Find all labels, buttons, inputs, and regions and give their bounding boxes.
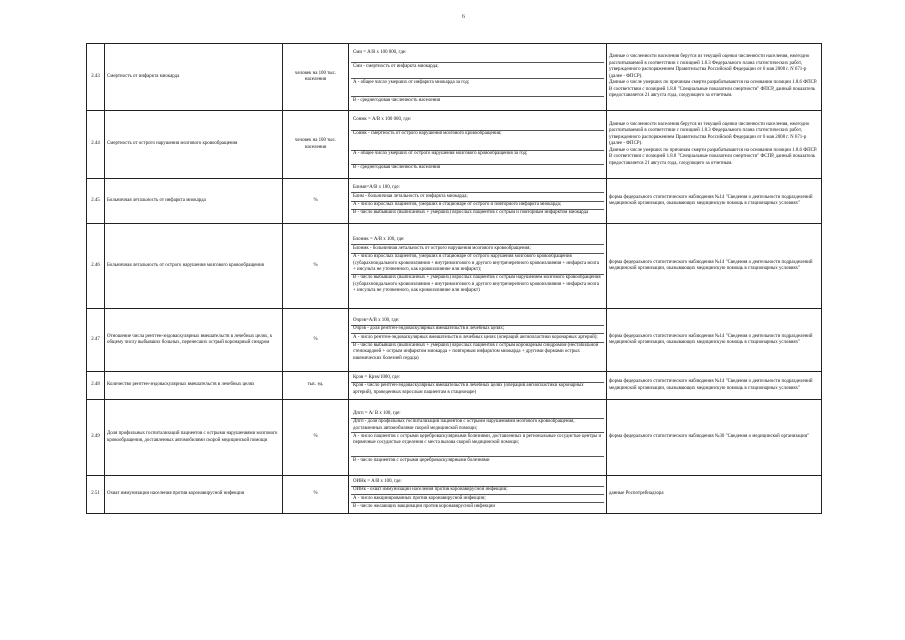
unit-of-measure: %	[283, 400, 349, 476]
formula-line: А - число пациентов с острыми цереброваскулярными болезнями, доставленных в региональные сосудистые центры и первичные сосудистые отделения с места вызова скорой медицинской помощи;	[351, 433, 604, 457]
formula-line: В - число желающих вакцинации против коронавирусной инфекции	[353, 503, 495, 509]
formula-line: Сми - смертность от инфаркта миокарда;	[351, 63, 604, 79]
table-row	[87, 179, 822, 224]
source-paragraph: форма федерального статистического наблюдения №14 "Сведения о деятельности подразделений медицинской организации, оказывающих медицинскую помощь в стационарных условиях"	[609, 194, 813, 206]
formula-line: В - число выбывших (выписанных + умерших) взрослых пациентов с острым нарушением мозгового кровообращения (субарахноидального кровоизлияния + внутримозгового и другого внутричерепного кровоизлияния + инфаркта мозга + инсульта не уточненного, как кровоизлияние или инфаркт)	[353, 275, 601, 294]
source-cell	[607, 179, 822, 224]
indicator-name: Смертность от инфаркта миокарда	[105, 44, 283, 111]
formula-cell	[349, 476, 607, 514]
unit-of-measure: тыс. ед.	[283, 372, 349, 400]
formula-line: А - число рентген-эндоваскулярных вмешательств в лечебных целях (операций ангиопластики коронарных артерий);	[351, 334, 604, 342]
row-number: 2.47	[87, 309, 105, 372]
unit-of-measure: человек на 100 тыс. населения	[283, 111, 349, 179]
source-cell	[607, 476, 822, 514]
formula-cell	[349, 179, 607, 224]
row-number: 2.48	[87, 372, 105, 400]
source-paragraph: форма федерального статистического наблюдения №14 "Сведения о деятельности подразделений медицинской организации, оказывающих медицинскую помощь в стационарных условиях"	[609, 259, 813, 271]
formula-line: В - число пациентов с острыми цереброваскулярными болезнями	[353, 457, 490, 463]
formula-cell	[349, 400, 607, 476]
formula-line: Блими=А/В х 100, где:	[351, 185, 604, 193]
formula-line: В - число выбывших (выписанных + умерших) взрослых пациентов с острым и повторным инфарктом миокарда	[353, 210, 589, 216]
formula-cell	[349, 372, 607, 400]
formula-cell	[349, 44, 607, 111]
source-cell	[607, 111, 822, 179]
formula-line: Сонмк - смертность от острого нарушения мозгового кровообращения;	[351, 131, 604, 151]
table-row	[87, 111, 822, 179]
formula-line: А - число взрослых пациентов, умерших в стационаре от острого и повторного инфаркта миокарда;	[351, 202, 604, 210]
formula-line: А - общее число умерших от инфаркта миокарда за год;	[351, 79, 604, 97]
source-cell	[607, 400, 822, 476]
row-number: 2.49	[87, 400, 105, 476]
indicator-name: Смертность от острого нарушения мозгового кровообращения	[105, 111, 283, 179]
formula-line: Блим - больничная летальность от инфаркта миокарда;	[351, 193, 604, 201]
source-paragraph: Данные о числе умерших по причинам смерти разрабатываются на основании позиции 1.8.6 ФПСР.	[609, 80, 818, 86]
table-row	[87, 44, 822, 111]
table-row	[87, 476, 822, 514]
source-paragraph: Данные о числе умерших по причинам смерти разрабатываются на основании позиции 1.8.6 ФПСР.	[609, 147, 818, 153]
formula-line: Блонмк = А/В х 100, где:	[351, 237, 604, 245]
row-number: 2.43	[87, 44, 105, 111]
indicator-name: Больничная летальность от инфаркта миокарда	[105, 179, 283, 224]
unit-of-measure: %	[283, 224, 349, 309]
unit-of-measure: %	[283, 179, 349, 224]
source-paragraph: данные Роспотребнадзора	[609, 491, 664, 497]
formula-line: Очрэв=А/В х 100, где:	[351, 317, 604, 325]
table-row	[87, 400, 822, 476]
formula-line: Дпгп - доля профильных госпитализаций пациентов с острыми нарушениями мозгового кровообращения, доставленных автомобилями скорой медицинской помощи;	[351, 419, 604, 434]
source-paragraph: форма федерального статистического наблюдения №14 "Сведения о деятельности подразделений медицинской организации, оказывающих медицинскую помощь в стационарных условиях"	[609, 333, 813, 345]
page-number: 6	[462, 14, 465, 20]
formula-cell	[349, 224, 607, 309]
formula-line: А - общее число умерших от острого нарушения мозгового кровообращения за год;	[351, 151, 604, 165]
indicator-name: Отношение числа рентген-эндоваскулярных вмешательств в лечебных целях, к общему числу выбывших больных, перенесших острый коронарный синдром	[105, 309, 283, 372]
unit-of-measure: человек на 100 тыс. населения	[283, 44, 349, 111]
row-number: 2.46	[87, 224, 105, 309]
row-number: 2.44	[87, 111, 105, 179]
formula-line: В - число выбывших (выписанных + умерших) взрослых пациентов с острым коронарным синдромом (нестабильной стенокардией + острым инфарктом миокарда + повторным инфарктом миокарда + другими формами острых ишемических болезней сердца)	[353, 343, 599, 361]
source-paragraph: форма федерального статистического наблюдения №14 "Сведения о деятельности подразделений медицинской организации, оказывающих медицинскую помощь в стационарных условиях"	[609, 379, 813, 391]
formula-line: В - среднегодовая численность населения	[353, 165, 441, 171]
source-cell	[607, 309, 822, 372]
formula-line: ОИНк = А/В х 100, где:	[351, 478, 604, 486]
formula-line: Крэв = Крэв/1000, где:	[351, 374, 604, 382]
formula-line: Дпгп = А/ В х 100, где:	[351, 410, 604, 418]
formula-line: В - среднегодовая численность населения	[353, 97, 441, 103]
formula-cell	[349, 111, 607, 179]
indicators-table	[86, 43, 822, 514]
indicator-name: Доля профильных госпитализаций пациентов с острыми нарушениями мозгового кровообращения, доставленных автомобилями скорой медицинской помощи	[105, 400, 283, 476]
source-cell	[607, 372, 822, 400]
formula-line: Очрэв - доля рентген-эндоваскулярных вмешательств в лечебных целях;	[351, 326, 604, 334]
table-row	[87, 372, 822, 400]
indicator-name: Количество рентген-эндоваскулярных вмешательств в лечебных целях	[105, 372, 283, 400]
unit-of-measure: %	[283, 309, 349, 372]
formula-line: Сми = А/В х 100 000, где:	[351, 49, 604, 63]
unit-of-measure: %	[283, 476, 349, 514]
indicator-name: Охват иммунизации населения против коронавирусной инфекции	[105, 476, 283, 514]
source-paragraph: форма федерального статистического наблюдения №30 "Сведения о медицинской организации"	[609, 434, 810, 440]
formula-line: А - число вакцинированных против коронавирусной инфекции;	[351, 495, 604, 503]
formula-cell	[349, 309, 607, 372]
source-paragraph: В соответствии с позицией 1.8.8 "Специальные показатели смертности" ФСПР, данный показатель предоставляется 21 августа года, следующего за отчетным.	[609, 154, 816, 166]
formula-line: ОИНк - охват иммунизации населения против коронавирусной инфекции;	[351, 487, 604, 495]
source-cell	[607, 224, 822, 309]
source-cell	[607, 44, 822, 111]
row-number: 2.45	[87, 179, 105, 224]
table-row	[87, 309, 822, 372]
row-number: 2.51	[87, 476, 105, 514]
formula-line: Блонмк - больничная летальность от острого нарушения мозгового кровообращения;	[351, 245, 604, 253]
source-paragraph: В соответствии с позицией 1.8.8 "Специальные показатели смертности" ФПСР, данный показатель предоставляется 21 августа года, следующего за отчетным.	[609, 86, 816, 99]
formula-line: А - число взрослых пациентов, умерших в стационаре от острого нарушения мозгового кровообращения (субарахноидального кровоизлияния + внутримозгового и другого внутричерепного кровоизлияния + инфаркта мозга + инсульта не уточненного, как кровоизлияние или инфаркт);	[351, 254, 604, 275]
indicator-name: Больничная летальность от острого нарушения мозгового кровообращения	[105, 224, 283, 309]
formula-line: Сонмк = А/В х 100 000, где:	[351, 117, 604, 131]
source-paragraph: Данные о численности населения берутся из текущей оценки численности населения, ежегодно рассчитываемой в соответствии с позицией 1.8.3 Федерального плана статистических работ, утвержденного распоряжением Правительства Российской Федерации от 6 мая 2008 г. N 671-р (далее - ФПСР).	[609, 121, 810, 147]
table-row	[87, 224, 822, 309]
formula-line: Крэв - число рентген-эндоваскулярных вмешательств в лечебных целях (операций ангиопластики коронарных артерий), проведенных взрослым пациентам в стационаре)	[353, 383, 584, 395]
source-paragraph: Данные о численности населения берутся из текущей оценки численности населения, ежегодно рассчитываемой в соответствии с позицией 1.8.3 Федерального плана статистических работ, утвержденного распоряжением Правительства Российской Федерации от 6 мая 2008 г. N 671-р (далее - ФПСР).	[609, 54, 810, 79]
